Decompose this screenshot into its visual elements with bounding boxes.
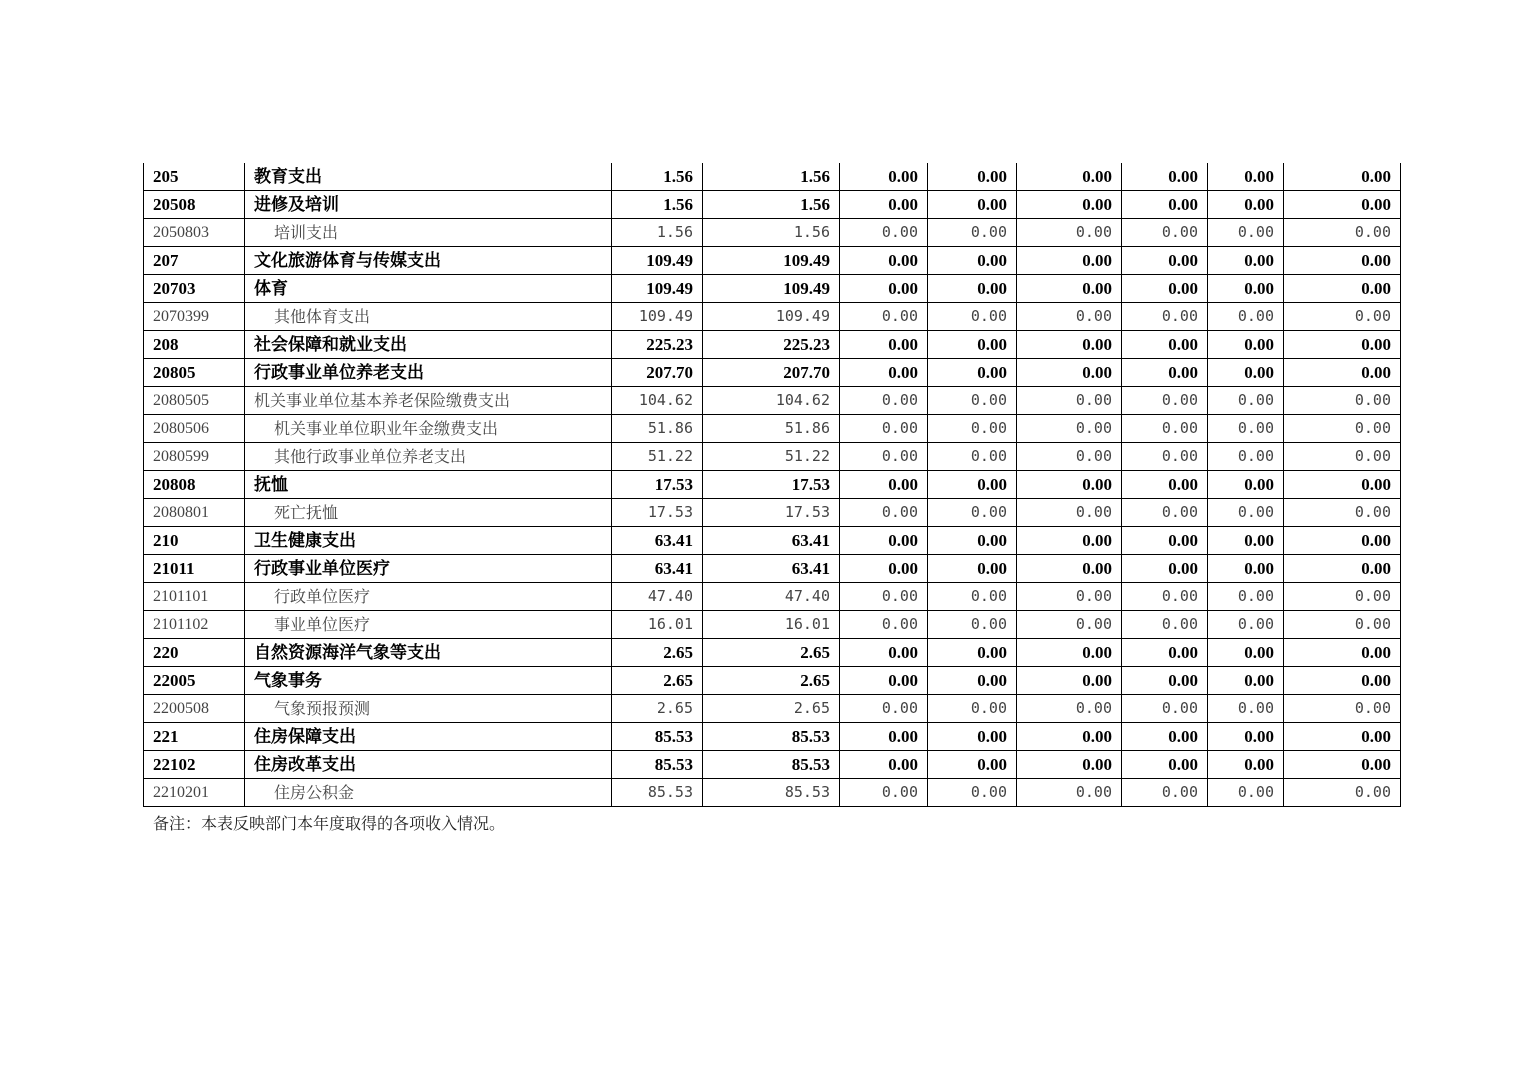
row-value-cell: 0.00 — [1122, 611, 1208, 639]
row-value-cell: 0.00 — [1017, 555, 1122, 583]
row-value-cell: 0.00 — [1017, 499, 1122, 527]
row-code-cell: 20508 — [144, 191, 245, 219]
table-body — [144, 163, 1401, 807]
row-code-cell: 2080801 — [144, 499, 245, 527]
table-row — [144, 387, 1401, 415]
row-value-cell: 85.53 — [612, 779, 703, 807]
table-row — [144, 303, 1401, 331]
table-row — [144, 555, 1401, 583]
row-value-cell: 0.00 — [1122, 471, 1208, 499]
row-value-cell: 0.00 — [928, 695, 1017, 723]
row-value-cell: 0.00 — [840, 415, 928, 443]
row-code-cell: 2070399 — [144, 303, 245, 331]
row-value-cell: 0.00 — [1122, 387, 1208, 415]
table-row — [144, 639, 1401, 667]
row-value-cell: 1.56 — [612, 163, 703, 191]
row-value-cell: 0.00 — [1017, 639, 1122, 667]
row-value-cell: 0.00 — [840, 247, 928, 275]
row-code-cell: 2200508 — [144, 695, 245, 723]
row-value-cell: 0.00 — [1284, 499, 1401, 527]
row-value-cell: 1.56 — [703, 191, 840, 219]
row-value-cell: 0.00 — [1017, 275, 1122, 303]
row-value-cell: 0.00 — [1284, 303, 1401, 331]
row-value-cell: 0.00 — [1284, 779, 1401, 807]
row-value-cell: 0.00 — [1208, 527, 1284, 555]
row-value-cell: 0.00 — [928, 471, 1017, 499]
table-row — [144, 191, 1401, 219]
row-name-cell: 行政事业单位医疗 — [245, 555, 612, 583]
row-value-cell: 0.00 — [1208, 583, 1284, 611]
row-value-cell: 0.00 — [1208, 303, 1284, 331]
row-value-cell: 1.56 — [612, 219, 703, 247]
row-value-cell: 0.00 — [1017, 443, 1122, 471]
row-value-cell: 0.00 — [1284, 723, 1401, 751]
row-value-cell: 16.01 — [612, 611, 703, 639]
row-value-cell: 0.00 — [928, 359, 1017, 387]
row-value-cell: 0.00 — [1208, 443, 1284, 471]
row-code-cell: 21011 — [144, 555, 245, 583]
row-code-cell: 221 — [144, 723, 245, 751]
row-value-cell: 0.00 — [1017, 219, 1122, 247]
row-name-cell: 社会保障和就业支出 — [245, 331, 612, 359]
row-value-cell: 0.00 — [1122, 751, 1208, 779]
table-row — [144, 219, 1401, 247]
row-value-cell: 0.00 — [1208, 611, 1284, 639]
table-row — [144, 499, 1401, 527]
row-value-cell: 2.65 — [612, 639, 703, 667]
row-value-cell: 0.00 — [840, 639, 928, 667]
row-name-cell: 气象事务 — [245, 667, 612, 695]
row-value-cell: 0.00 — [840, 331, 928, 359]
row-value-cell: 0.00 — [928, 667, 1017, 695]
row-code-cell: 2080506 — [144, 415, 245, 443]
row-value-cell: 0.00 — [840, 555, 928, 583]
row-value-cell: 0.00 — [928, 247, 1017, 275]
row-value-cell: 0.00 — [1122, 247, 1208, 275]
row-code-cell: 22005 — [144, 667, 245, 695]
row-value-cell: 0.00 — [1017, 163, 1122, 191]
row-value-cell: 2.65 — [703, 639, 840, 667]
row-name-cell: 抚恤 — [245, 471, 612, 499]
row-value-cell: 0.00 — [1122, 667, 1208, 695]
row-value-cell: 17.53 — [612, 499, 703, 527]
row-value-cell: 0.00 — [1017, 303, 1122, 331]
row-value-cell: 51.22 — [703, 443, 840, 471]
row-value-cell: 0.00 — [928, 751, 1017, 779]
row-value-cell: 0.00 — [1017, 331, 1122, 359]
row-value-cell: 109.49 — [612, 303, 703, 331]
row-value-cell: 0.00 — [1017, 387, 1122, 415]
row-value-cell: 0.00 — [928, 555, 1017, 583]
row-name-cell: 机关事业单位职业年金缴费支出 — [245, 415, 612, 443]
row-value-cell: 51.22 — [612, 443, 703, 471]
row-value-cell: 0.00 — [1017, 191, 1122, 219]
row-value-cell: 0.00 — [1284, 359, 1401, 387]
row-value-cell: 63.41 — [703, 527, 840, 555]
row-value-cell: 0.00 — [1208, 471, 1284, 499]
row-value-cell: 109.49 — [703, 303, 840, 331]
row-value-cell: 0.00 — [1122, 275, 1208, 303]
row-value-cell: 0.00 — [1122, 695, 1208, 723]
row-value-cell: 0.00 — [1208, 275, 1284, 303]
row-name-cell: 行政单位医疗 — [245, 583, 612, 611]
row-name-cell: 体育 — [245, 275, 612, 303]
row-code-cell: 210 — [144, 527, 245, 555]
row-name-cell: 进修及培训 — [245, 191, 612, 219]
row-value-cell: 0.00 — [928, 275, 1017, 303]
row-value-cell: 2.65 — [612, 695, 703, 723]
row-value-cell: 0.00 — [840, 667, 928, 695]
row-value-cell: 0.00 — [928, 303, 1017, 331]
row-value-cell: 0.00 — [1284, 555, 1401, 583]
row-value-cell: 0.00 — [1122, 555, 1208, 583]
row-value-cell: 2.65 — [703, 695, 840, 723]
row-code-cell: 208 — [144, 331, 245, 359]
row-value-cell: 0.00 — [840, 583, 928, 611]
row-value-cell: 0.00 — [1122, 443, 1208, 471]
row-value-cell: 207.70 — [703, 359, 840, 387]
row-value-cell: 0.00 — [1017, 723, 1122, 751]
row-value-cell: 0.00 — [840, 751, 928, 779]
row-value-cell: 0.00 — [1284, 247, 1401, 275]
table-row — [144, 751, 1401, 779]
row-code-cell: 20808 — [144, 471, 245, 499]
table-row — [144, 583, 1401, 611]
row-value-cell: 207.70 — [612, 359, 703, 387]
row-name-cell: 教育支出 — [245, 163, 612, 191]
table-row — [144, 331, 1401, 359]
table-footnote: 备注：本表反映部门本年度取得的各项收入情况。 — [153, 814, 506, 833]
row-code-cell: 2080599 — [144, 443, 245, 471]
row-value-cell: 0.00 — [840, 443, 928, 471]
row-value-cell: 0.00 — [928, 415, 1017, 443]
row-value-cell: 0.00 — [1122, 359, 1208, 387]
row-value-cell: 0.00 — [928, 611, 1017, 639]
row-name-cell: 其他体育支出 — [245, 303, 612, 331]
row-value-cell: 0.00 — [1017, 359, 1122, 387]
table-row — [144, 527, 1401, 555]
row-value-cell: 0.00 — [1284, 191, 1401, 219]
row-value-cell: 63.41 — [703, 555, 840, 583]
row-value-cell: 0.00 — [1284, 331, 1401, 359]
row-value-cell: 0.00 — [840, 303, 928, 331]
row-value-cell: 0.00 — [1284, 751, 1401, 779]
row-code-cell: 220 — [144, 639, 245, 667]
row-value-cell: 0.00 — [1122, 303, 1208, 331]
row-value-cell: 0.00 — [1017, 471, 1122, 499]
row-value-cell: 0.00 — [840, 163, 928, 191]
row-value-cell: 0.00 — [1284, 639, 1401, 667]
row-value-cell: 0.00 — [840, 779, 928, 807]
row-value-cell: 0.00 — [1284, 471, 1401, 499]
row-value-cell: 225.23 — [703, 331, 840, 359]
row-name-cell: 住房保障支出 — [245, 723, 612, 751]
row-value-cell: 0.00 — [840, 471, 928, 499]
table-row — [144, 695, 1401, 723]
row-value-cell: 0.00 — [1017, 527, 1122, 555]
row-value-cell: 0.00 — [1122, 331, 1208, 359]
row-value-cell: 0.00 — [1284, 695, 1401, 723]
row-code-cell: 20805 — [144, 359, 245, 387]
row-value-cell: 0.00 — [1208, 695, 1284, 723]
table-row — [144, 359, 1401, 387]
row-value-cell: 0.00 — [1122, 583, 1208, 611]
row-code-cell: 205 — [144, 163, 245, 191]
row-value-cell: 0.00 — [1122, 723, 1208, 751]
row-value-cell: 0.00 — [1017, 583, 1122, 611]
row-value-cell: 1.56 — [703, 219, 840, 247]
row-name-cell: 文化旅游体育与传媒支出 — [245, 247, 612, 275]
row-name-cell: 行政事业单位养老支出 — [245, 359, 612, 387]
row-value-cell: 0.00 — [1208, 387, 1284, 415]
row-value-cell: 0.00 — [1208, 331, 1284, 359]
row-value-cell: 109.49 — [612, 247, 703, 275]
row-code-cell: 2080505 — [144, 387, 245, 415]
row-value-cell: 104.62 — [703, 387, 840, 415]
row-value-cell: 0.00 — [1284, 275, 1401, 303]
row-code-cell: 2101101 — [144, 583, 245, 611]
row-value-cell: 0.00 — [1284, 527, 1401, 555]
row-value-cell: 0.00 — [928, 779, 1017, 807]
row-value-cell: 1.56 — [703, 163, 840, 191]
row-value-cell: 0.00 — [1122, 779, 1208, 807]
row-value-cell: 0.00 — [1017, 611, 1122, 639]
row-value-cell: 0.00 — [1122, 163, 1208, 191]
row-name-cell: 自然资源海洋气象等支出 — [245, 639, 612, 667]
row-value-cell: 17.53 — [612, 471, 703, 499]
row-name-cell: 卫生健康支出 — [245, 527, 612, 555]
row-value-cell: 0.00 — [1122, 499, 1208, 527]
row-value-cell: 47.40 — [612, 583, 703, 611]
row-value-cell: 2.65 — [612, 667, 703, 695]
table-row — [144, 779, 1401, 807]
row-value-cell: 0.00 — [840, 611, 928, 639]
row-value-cell: 0.00 — [1017, 779, 1122, 807]
table-row — [144, 275, 1401, 303]
row-value-cell: 63.41 — [612, 527, 703, 555]
row-value-cell: 0.00 — [928, 499, 1017, 527]
row-value-cell: 0.00 — [1122, 639, 1208, 667]
row-value-cell: 0.00 — [1208, 247, 1284, 275]
row-name-cell: 机关事业单位基本养老保险缴费支出 — [245, 387, 612, 415]
row-value-cell: 85.53 — [703, 751, 840, 779]
row-value-cell: 0.00 — [1284, 443, 1401, 471]
row-value-cell: 0.00 — [840, 695, 928, 723]
row-value-cell: 0.00 — [840, 275, 928, 303]
row-value-cell: 85.53 — [703, 779, 840, 807]
row-value-cell: 51.86 — [612, 415, 703, 443]
row-value-cell: 0.00 — [1284, 611, 1401, 639]
row-value-cell: 0.00 — [1284, 219, 1401, 247]
row-name-cell: 培训支出 — [245, 219, 612, 247]
row-value-cell: 0.00 — [928, 163, 1017, 191]
row-code-cell: 22102 — [144, 751, 245, 779]
row-value-cell: 0.00 — [1208, 723, 1284, 751]
row-value-cell: 0.00 — [1284, 387, 1401, 415]
row-code-cell: 20703 — [144, 275, 245, 303]
row-value-cell: 0.00 — [840, 499, 928, 527]
row-value-cell: 0.00 — [1017, 695, 1122, 723]
row-value-cell: 0.00 — [1208, 191, 1284, 219]
table-row — [144, 471, 1401, 499]
row-value-cell: 0.00 — [928, 191, 1017, 219]
row-value-cell: 0.00 — [928, 723, 1017, 751]
row-value-cell: 0.00 — [840, 387, 928, 415]
row-value-cell: 47.40 — [703, 583, 840, 611]
table-row — [144, 415, 1401, 443]
row-value-cell: 0.00 — [1208, 779, 1284, 807]
row-name-cell: 死亡抚恤 — [245, 499, 612, 527]
row-value-cell: 17.53 — [703, 471, 840, 499]
row-value-cell: 0.00 — [1284, 583, 1401, 611]
row-value-cell: 85.53 — [703, 723, 840, 751]
row-value-cell: 0.00 — [1122, 527, 1208, 555]
table-row — [144, 163, 1401, 191]
row-value-cell: 17.53 — [703, 499, 840, 527]
row-value-cell: 0.00 — [1017, 415, 1122, 443]
row-value-cell: 0.00 — [1208, 639, 1284, 667]
row-name-cell: 住房改革支出 — [245, 751, 612, 779]
row-code-cell: 2210201 — [144, 779, 245, 807]
row-value-cell: 0.00 — [840, 191, 928, 219]
row-value-cell: 0.00 — [928, 331, 1017, 359]
row-value-cell: 0.00 — [1017, 751, 1122, 779]
row-value-cell: 0.00 — [1122, 219, 1208, 247]
row-name-cell: 事业单位医疗 — [245, 611, 612, 639]
income-table — [143, 163, 1401, 807]
table-row — [144, 443, 1401, 471]
table-row — [144, 611, 1401, 639]
row-value-cell: 0.00 — [1208, 359, 1284, 387]
table-row — [144, 667, 1401, 695]
row-value-cell: 0.00 — [928, 219, 1017, 247]
row-code-cell: 2050803 — [144, 219, 245, 247]
row-value-cell: 63.41 — [612, 555, 703, 583]
row-value-cell: 225.23 — [612, 331, 703, 359]
row-name-cell: 其他行政事业单位养老支出 — [245, 443, 612, 471]
row-value-cell: 0.00 — [1017, 667, 1122, 695]
row-value-cell: 104.62 — [612, 387, 703, 415]
row-name-cell: 气象预报预测 — [245, 695, 612, 723]
row-value-cell: 0.00 — [1122, 415, 1208, 443]
row-value-cell: 51.86 — [703, 415, 840, 443]
row-value-cell: 2.65 — [703, 667, 840, 695]
row-value-cell: 1.56 — [612, 191, 703, 219]
table-row — [144, 247, 1401, 275]
row-value-cell: 0.00 — [1208, 415, 1284, 443]
row-value-cell: 0.00 — [928, 443, 1017, 471]
row-value-cell: 0.00 — [1208, 219, 1284, 247]
row-value-cell: 0.00 — [1208, 751, 1284, 779]
row-value-cell: 0.00 — [1284, 163, 1401, 191]
row-value-cell: 0.00 — [928, 583, 1017, 611]
row-code-cell: 207 — [144, 247, 245, 275]
row-value-cell: 0.00 — [840, 527, 928, 555]
row-value-cell: 109.49 — [703, 275, 840, 303]
row-value-cell: 109.49 — [612, 275, 703, 303]
row-value-cell: 0.00 — [1284, 667, 1401, 695]
row-value-cell: 0.00 — [1122, 191, 1208, 219]
row-value-cell: 0.00 — [928, 387, 1017, 415]
row-value-cell: 0.00 — [928, 639, 1017, 667]
row-value-cell: 0.00 — [1208, 499, 1284, 527]
row-value-cell: 0.00 — [840, 723, 928, 751]
row-value-cell: 0.00 — [928, 527, 1017, 555]
row-value-cell: 0.00 — [840, 219, 928, 247]
row-value-cell: 0.00 — [1284, 415, 1401, 443]
row-value-cell: 85.53 — [612, 751, 703, 779]
row-value-cell: 0.00 — [840, 359, 928, 387]
row-value-cell: 0.00 — [1017, 247, 1122, 275]
row-value-cell: 16.01 — [703, 611, 840, 639]
row-value-cell: 0.00 — [1208, 555, 1284, 583]
row-code-cell: 2101102 — [144, 611, 245, 639]
row-value-cell: 85.53 — [612, 723, 703, 751]
row-value-cell: 0.00 — [1208, 163, 1284, 191]
row-value-cell: 0.00 — [1208, 667, 1284, 695]
table-row — [144, 723, 1401, 751]
row-name-cell: 住房公积金 — [245, 779, 612, 807]
row-value-cell: 109.49 — [703, 247, 840, 275]
